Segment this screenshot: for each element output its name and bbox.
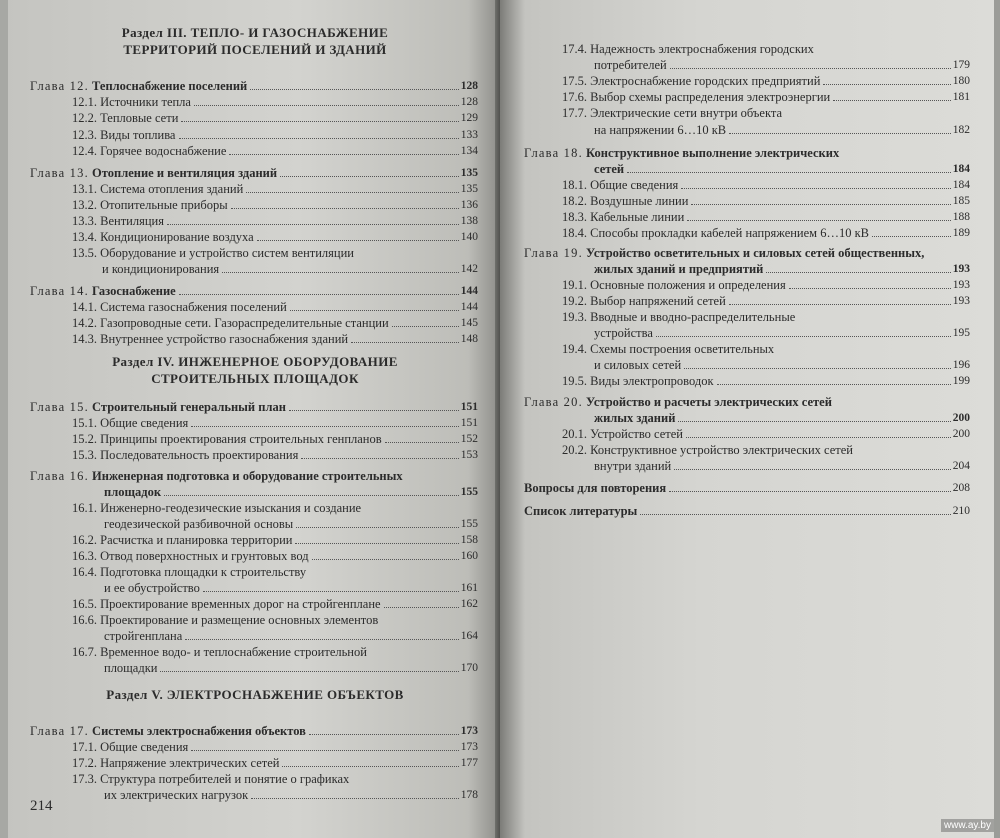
section-title-line: Раздел III. ТЕПЛО- И ГАЗОСНАБЖЕНИЕ (121, 25, 389, 40)
toc-section: 17.4. Надежность электроснабжения городских (562, 42, 814, 56)
section-heading (100, 24, 410, 58)
toc-section-continued: устройства 195 (594, 326, 970, 340)
toc-section: 16.7. Временное водо- и теплоснабжение строительной (72, 645, 367, 659)
toc-section: 12.3. Виды топлива 133 (72, 128, 478, 142)
toc-section: 14.1. Система газоснабжения поселений 144 (72, 300, 478, 314)
toc-section-continued: потребителей 179 (594, 58, 970, 72)
toc-section: 14.3. Внутреннее устройство газоснабжения зданий 148 (72, 332, 478, 346)
toc-section: 13.3. Вентиляция 138 (72, 214, 478, 228)
toc-section: 13.4. Кондиционирование воздуха 140 (72, 230, 478, 244)
toc-section-continued: и ее обустройство 161 (104, 581, 478, 595)
toc-section-continued: и силовых сетей 196 (594, 358, 970, 372)
toc-section-continued: стройгенплана 164 (104, 629, 478, 643)
section-title-line: Раздел V. ЭЛЕКТРОСНАБЖЕНИЕ ОБЪЕКТОВ (106, 687, 404, 702)
toc-chapter: Глава 20. Устройство и расчеты электрических сетей (524, 395, 832, 409)
toc-section: 16.2. Расчистка и планировка территории 158 (72, 533, 478, 547)
toc-section: 15.3. Последовательность проектирования 153 (72, 448, 478, 462)
toc-section: 15.1. Общие сведения 151 (72, 416, 478, 430)
page-edge (994, 0, 1000, 838)
section-heading (90, 686, 420, 703)
toc-section: 17.7. Электрические сети внутри объекта (562, 106, 783, 120)
toc-section-continued: внутри зданий 204 (594, 459, 970, 473)
toc-section: 17.2. Напряжение электрических сетей 177 (72, 756, 478, 770)
toc-chapter: Глава 13. Отопление и вентиляция зданий 135 (30, 166, 478, 180)
right-page (500, 0, 1000, 838)
toc-section: 18.2. Воздушные линии 185 (562, 194, 970, 208)
watermark: www.ay.by (941, 819, 994, 832)
section-title-line: Раздел IV. ИНЖЕНЕРНОЕ ОБОРУДОВАНИЕ (112, 354, 398, 369)
page-edge (0, 0, 8, 838)
toc-chapter: Глава 16. Инженерная подготовка и оборудование строительных (30, 469, 403, 483)
toc-chapter: Глава 18. Конструктивное выполнение электрических (524, 146, 840, 160)
toc-chapter-continued: жилых зданий и предприятий 193 (594, 262, 970, 276)
toc-section-continued: геодезической разбивочной основы 155 (104, 517, 478, 531)
toc-review-questions: Вопросы для повторения 208 (524, 481, 970, 495)
toc-section: 17.1. Общие сведения 173 (72, 740, 478, 754)
toc-section-continued: площадки 170 (104, 661, 478, 675)
toc-section: 13.2. Отопительные приборы 136 (72, 198, 478, 212)
toc-section: 12.4. Горячее водоснабжение 134 (72, 144, 478, 158)
toc-section-continued: их электрических нагрузок 178 (104, 788, 478, 802)
section-heading (95, 353, 415, 387)
page-number: 214 (30, 798, 53, 814)
toc-chapter-continued: жилых зданий 200 (594, 411, 970, 425)
toc-section: 13.1. Система отопления зданий 135 (72, 182, 478, 196)
toc-chapter-continued: площадок 155 (104, 485, 478, 499)
left-page (0, 0, 498, 838)
toc-section: 16.5. Проектирование временных дорог на стройгенплане 162 (72, 597, 478, 611)
toc-section: 18.4. Способы прокладки кабелей напряжением 6…10 кВ 189 (562, 226, 970, 240)
toc-chapter: Глава 12. Теплоснабжение поселений 128 (30, 79, 478, 93)
toc-section: 14.2. Газопроводные сети. Газораспределительные станции 145 (72, 316, 478, 330)
toc-chapter: Глава 14. Газоснабжение 144 (30, 284, 478, 298)
section-title-line: СТРОИТЕЛЬНЫХ ПЛОЩАДОК (151, 371, 359, 386)
toc-section: 18.1. Общие сведения 184 (562, 178, 970, 192)
toc-section: 19.2. Выбор напряжений сетей 193 (562, 294, 970, 308)
toc-chapter: Глава 15. Строительный генеральный план 151 (30, 400, 478, 414)
toc-chapter: Глава 19. Устройство осветительных и силовых сетей общественных, (524, 246, 925, 260)
toc-section: 17.3. Структура потребителей и понятие о графиках (72, 772, 350, 786)
toc-section: 15.2. Принципы проектирования строительных генпланов 152 (72, 432, 478, 446)
toc-section: 19.4. Схемы построения осветительных (562, 342, 775, 356)
toc-section: 16.3. Отвод поверхностных и грунтовых вод 160 (72, 549, 478, 563)
toc-section: 16.6. Проектирование и размещение основных элементов (72, 613, 379, 627)
toc-chapter-continued: сетей 184 (594, 162, 970, 176)
toc-bibliography: Список литературы 210 (524, 504, 970, 518)
toc-section: 19.1. Основные положения и определения 193 (562, 278, 970, 292)
toc-section: 16.4. Подготовка площадки к строительству (72, 565, 307, 579)
toc-section: 17.6. Выбор схемы распределения электроэнергии 181 (562, 90, 970, 104)
toc-section-continued: и кондиционирования 142 (102, 262, 478, 276)
toc-section: 18.3. Кабельные линии 188 (562, 210, 970, 224)
toc-section: 17.5. Электроснабжение городских предприятий 180 (562, 74, 970, 88)
toc-section: 12.1. Источники тепла 128 (72, 95, 478, 109)
toc-section: 19.3. Вводные и вводно-распределительные (562, 310, 796, 324)
toc-section: 16.1. Инженерно-геодезические изыскания и создание (72, 501, 362, 515)
toc-chapter: Глава 17. Системы электроснабжения объектов 173 (30, 724, 478, 738)
toc-section: 20.1. Устройство сетей 200 (562, 427, 970, 441)
toc-section: 20.2. Конструктивное устройство электрических сетей (562, 443, 853, 457)
toc-section: 13.5. Оборудование и устройство систем вентиляции (72, 246, 354, 260)
toc-section: 19.5. Виды электропроводок 199 (562, 374, 970, 388)
toc-section-continued: на напряжении 6…10 кВ 182 (594, 123, 970, 137)
section-title-line: ТЕРРИТОРИЙ ПОСЕЛЕНИЙ И ЗДАНИЙ (123, 42, 387, 57)
toc-section: 12.2. Тепловые сети 129 (72, 111, 478, 125)
